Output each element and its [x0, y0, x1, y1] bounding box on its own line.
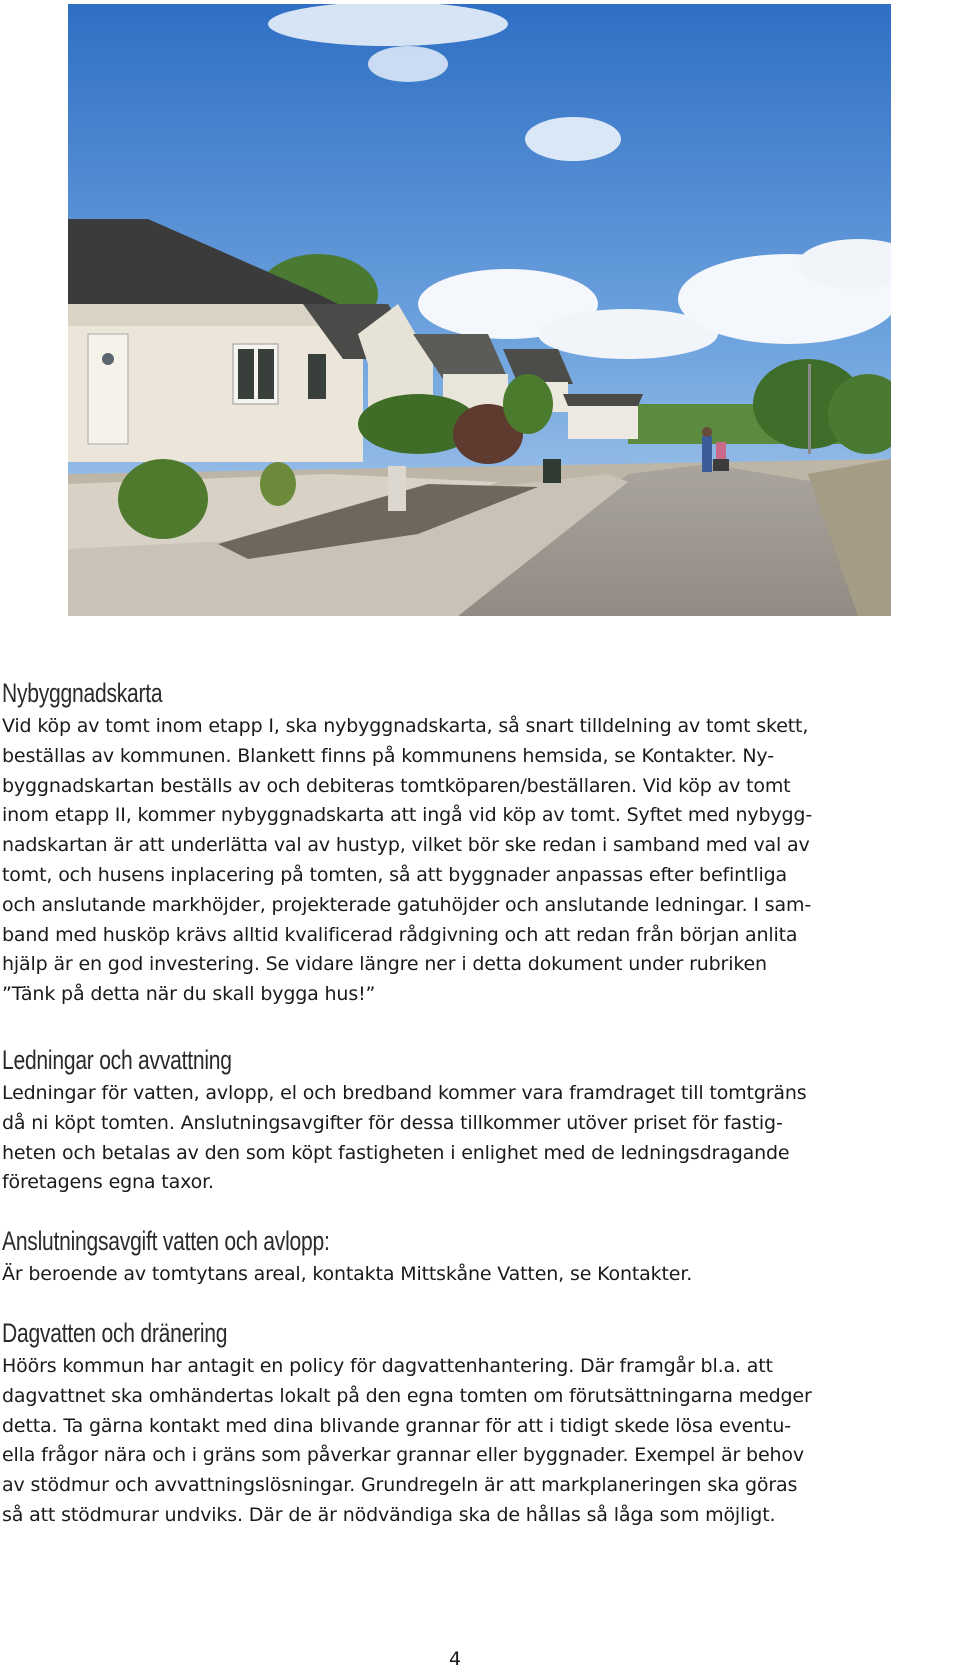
text-line: band med husköp krävs alltid kvalificerad rådgivning och att redan från början anlita — [2, 923, 798, 946]
text-line: ella frågor nära och i gräns som påverkar grannar eller byggnader. Exempel är behov — [2, 1444, 804, 1467]
section-text — [2, 1079, 952, 1198]
text-line: ”Tänk på detta när du skall bygga hus!” — [2, 983, 376, 1006]
document-body — [2, 676, 952, 1531]
text-line: hjälp är en god investering. Se vidare längre ner i detta dokument under rubriken — [2, 953, 767, 976]
page-number: 4 — [448, 1648, 462, 1670]
text-line: heten och betalas av den som köpt fastigheten i enlighet med de ledningsdragande — [2, 1141, 790, 1164]
text-line: företagens egna taxor. — [2, 1171, 214, 1194]
text-line: då ni köpt tomten. Anslutningsavgifter för dessa tillkommer utöver priset för fastig- — [2, 1111, 783, 1134]
text-line: tomt, och husens inplacering på tomten, så att byggnader anpassas efter befintliga — [2, 863, 788, 886]
section-ledningar — [2, 1043, 952, 1198]
text-line: byggnadskartan beställs av och debiteras tomtköparen/beställaren. Vid köp av tomt — [2, 774, 791, 797]
section-heading: Nybyggnadskarta — [2, 678, 163, 708]
text-line: Vid köp av tomt inom etapp I, ska nybyggnadskarta, så snart tilldelning av tomt skett, — [2, 715, 809, 737]
text-line: dagvattnet ska omhändertas lokalt på den egna tomten om förutsättningarna medger — [2, 1384, 812, 1407]
section-anslutningsavgift — [2, 1224, 952, 1290]
street-photo — [68, 4, 891, 616]
section-nybyggnadskarta — [2, 676, 952, 1010]
text-line: Ledningar för vatten, avlopp, el och bredband kommer vara framdraget till tomtgräns — [2, 1081, 807, 1104]
section-heading: Anslutningsavgift vatten och avlopp: — [2, 1226, 330, 1257]
text-line: inom etapp II, kommer nybyggnadskarta att ingå vid köp av tomt. Syftet med nybygg- — [2, 804, 813, 827]
text-line: Är beroende av tomtytans areal, kontakta Mittskåne Vatten, se Kontakter. — [2, 1263, 693, 1286]
section-dagvatten — [2, 1316, 952, 1531]
text-line: nadskartan är att underlätta val av hustyp, vilket bör ske redan i samband med val av — [2, 834, 810, 857]
section-text — [2, 1260, 952, 1290]
text-line: beställas av kommunen. Blankett finns på kommunens hemsida, se Kontakter. Ny- — [2, 744, 774, 767]
section-text — [2, 712, 952, 1010]
section-heading: Ledningar och avvattning — [2, 1044, 232, 1075]
text-line: Höörs kommun har antagit en policy för dagvattenhantering. Där framgår bl.a. att — [2, 1354, 773, 1377]
section-text — [2, 1352, 952, 1531]
text-line: av stödmur och avvattningslösningar. Grundregeln är att markplaneringen ska göras — [2, 1474, 798, 1497]
text-line: detta. Ta gärna kontakt med dina blivande grannar för att i tidigt skede lösa eventu- — [2, 1414, 791, 1437]
text-line: så att stödmurar undviks. Där de är nödvändiga ska de hållas så låga som möjligt. — [2, 1503, 776, 1526]
text-line: och anslutande markhöjder, projekterade gatuhöjder och anslutande ledningar. I sam- — [2, 893, 812, 916]
section-heading: Dagvatten och dränering — [2, 1317, 228, 1348]
